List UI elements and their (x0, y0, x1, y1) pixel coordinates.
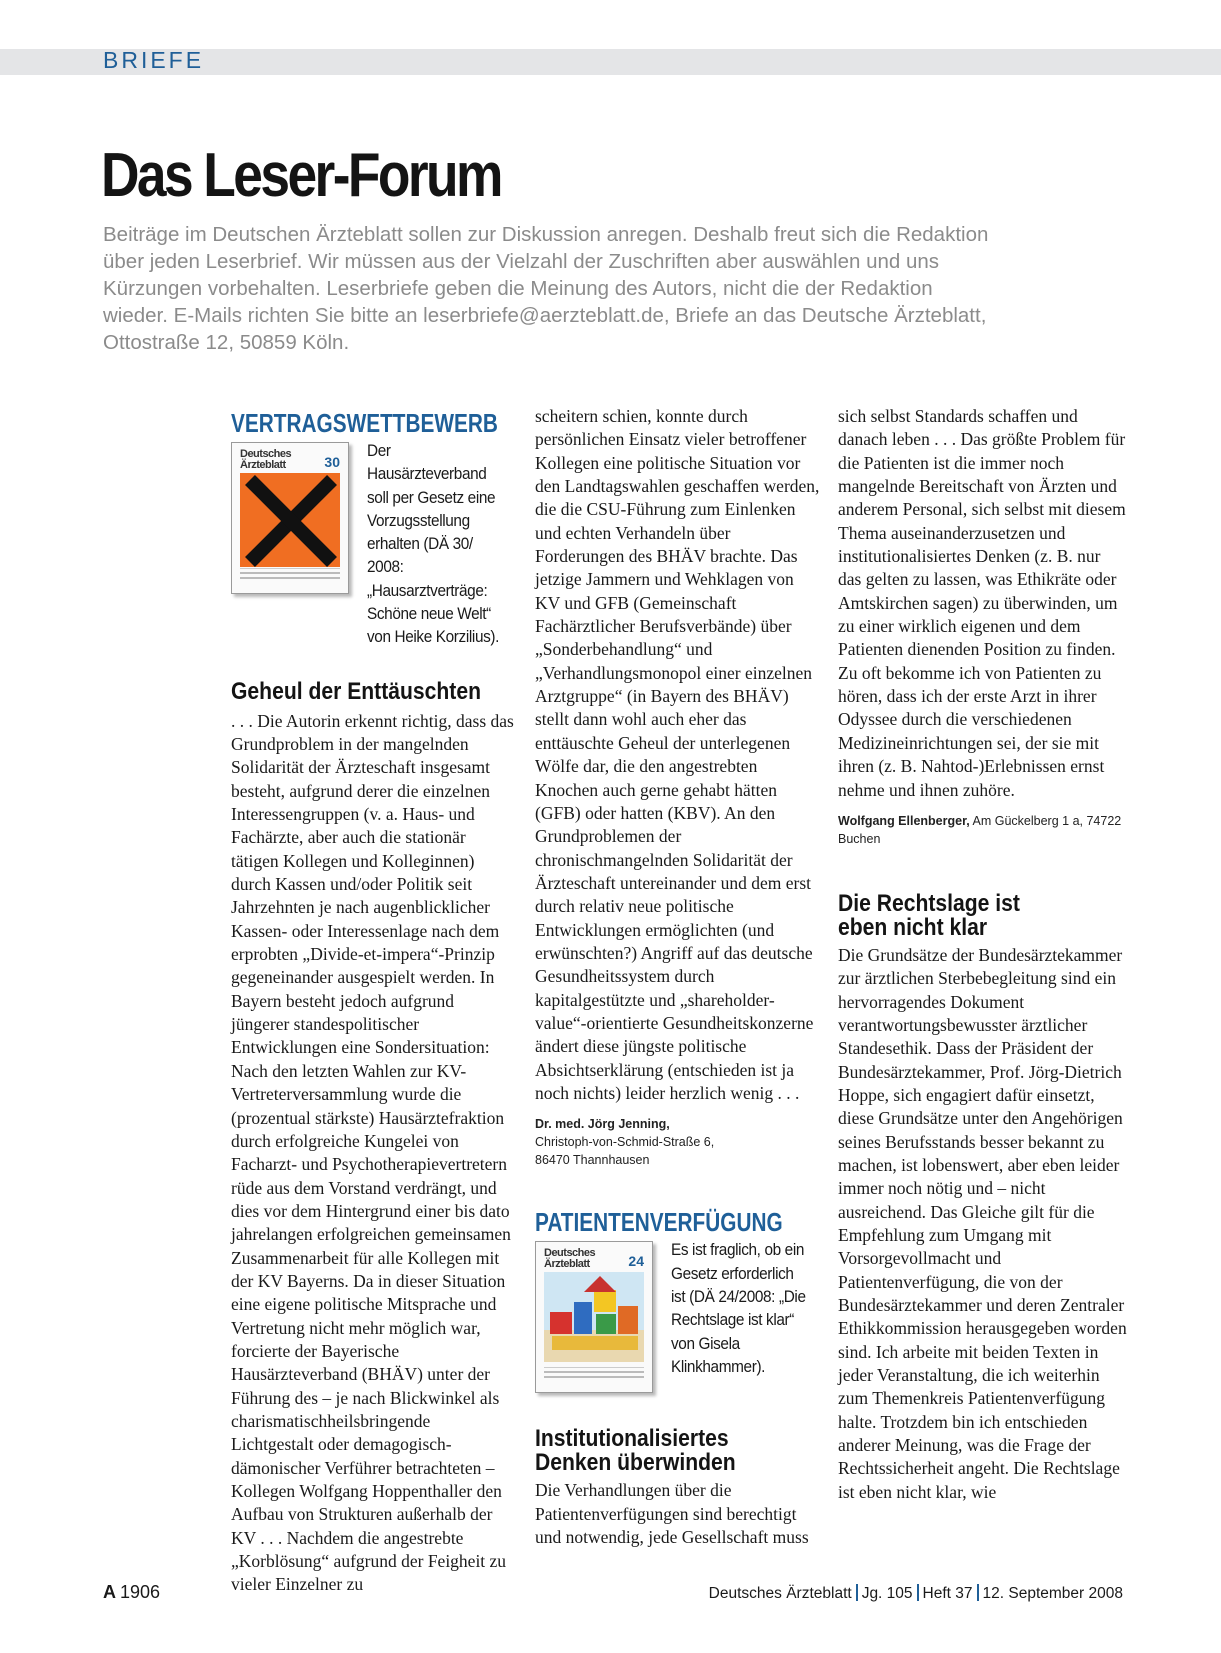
cover-issue: 30 (324, 454, 340, 470)
cover-x-image (240, 473, 340, 567)
page-title: Das Leser-Forum (101, 141, 501, 210)
column-2 (535, 405, 820, 1549)
journal-footer (709, 1584, 1123, 1603)
letter-headline-institutionalisiertes-2: Denken überwinden (535, 1449, 736, 1477)
letter-body-1: . . . Die Autorin erkennt richtig, dass das Grundproblem in der mangelnden Solidarität der Ärzteschaft insgesamt besteht, aufgrund derer die einzelnen Interessengruppen (v. a. Haus- und Fachärzte, aber auch die stationär tätigen Kollegen und Kolleginnen) durch Kassen und/oder Politik seit Jahrzehnten je nach augenblicklicher Kassen- oder Interessenlage nach dem erprobten „Divide-et-impera“-Prinzip gegeneinander ausgespielt werden. In Bayern besteht jedoch aufgrund jüngerer standespolitischer Entwicklungen eine Sondersituation: Nach den letzten Wahlen zur KV-Vertreterversammlung wurde die (prozentual stärkste) Hausärztefraktion durch erfolgreiche Kungelei von Facharzt- und Psychotherapievertretern rüde aus dem Vorstand verdrängt, und dies vor dem Hintergrund einer bis dato jahrelangen erfolgreichen gemeinsamen Zusammenarbeit für alle Kollegen mit der KV Bayerns. Da in dieser Situation eine eigene politische Mitsprache und Vertretung nicht mehr möglich war, forcierte der Bayerische Hausärzteverband (BHÄV) unter der Führung des – je nach Blickwinkel als charismatischheilsbringende Lichtgestalt oder demagogisch-dämonischer Verführer betrachteten – Kollegen Wolfgang Hoppenthaller den Aufbau von Strukturen außerhalb der KV . . . Nachdem die angestrebte „Korblösung“ aufgrund der Feigheit zu vieler Einzelner zu (231, 710, 514, 1595)
letter-body-2-cont: sich selbst Standards schaffen und danach leben . . . Das größte Problem für die Patienten ist die immer noch mangelnde Bereitschaft von Ärzten und anderem Personal, sich selbst mit diesem Thema auseinanderzusetzen und institutionalisiertes Denken (z. B. nur das gelten zu lassen, was Ethikräte oder Amtskirchen sagen) zu überwinden, um zu einer wirklich eigenen und dem Patienten dienenden Position zu finden. Zu oft bekomme ich von Patienten zu hören, dass ich der erste Arzt in ihrer Odyssee durch die verschiedenen Medizineinrichtungen sei, der sie mit ihren (z. B. Nahtod-)Erlebnissen ernst nehme und ihnen zuhöre. (838, 406, 1126, 800)
journal-issue: Heft 37 (922, 1585, 973, 1602)
author-ellenberger (838, 812, 1127, 848)
author-city: 86470 Thannhausen (535, 1153, 650, 1168)
cover-brand-2: Deutsches Ärzteblatt (544, 1247, 596, 1271)
journal-name: Deutsches Ärzteblatt (708, 1585, 852, 1602)
letter-headline-geheul: Geheul der Enttäuschten (231, 677, 481, 705)
letter-body-1-cont: scheitern schien, konnte durch persönlichen Einsatz vieler betroffener Kollegen eine politische Situation vor den Landtagswahlen geschaffen werden, die die CSU-Führung zum Einlenken und echten Verhandeln über Forderungen des BHÄV brachte. Das jetzige Jammern und Wehklagen von KV und GFB (Gemeinschaft Fachärztlicher Berufsverbände) über „Sonderbehandlung“ und „Verhandlungsmonopol einer einzelnen Arztgruppe“ (in Bayern des BHÄV) stellt dann wohl auch eher das enttäuschte Geheul der unterlegenen Wölfe dar, die den angestrebten Knochen auch gerne gehabt hätten (GFB) oder hatten (KBV). An den Grundproblemen der chronischmangelnden Solidarität der Ärzteschaft untereinander und dem erst durch relativ neue politische Entwicklungen ermöglichten (und erwünschten?) Angriff auf das deutsche Gesundheitssystem durch kapitalgestützte und „shareholder-value“-orientierte Gesundheitskonzerne ändert diese jüngste politische Absichtserklärung (entschieden ist ja noch nichts) leider herzlich wenig . . . (535, 406, 820, 1103)
topic-label-vertragswettbewerb: VERTRAGSWETTBEWERB (231, 408, 498, 438)
author-name: Dr. med. Jörg Jenning, (535, 1117, 670, 1132)
author-address-2: Am Gückelberg 1 a, 74722 Buchen (838, 813, 1122, 846)
cover-blocks-image (544, 1272, 644, 1362)
letter-body-3: Die Grundsätze der Bundesärztekammer zur ärztlichen Sterbebegleitung sind ein hervorragendes Dokument verantwortungsbewusster ärztlicher Standesethik. Dass der Präsident der Bundesärztekammer, Prof. Jörg-Dietrich Hoppe, sich engagiert dafür einsetzt, diese Grundsätze unter den Angehörigen seines Berufsstands besser bekannt zu machen, ist lobenswert, aber eben leider immer noch nötig und – nicht ausreichend. Das Gleiche gilt für die Empfehlung zum Umgang mit Vorsorgevollmacht und Patientenverfügung, die von der Bundesärztekammer und deren Zentraler Ethikkommission herausgegeben worden sind. Ich arbeite mit beiden Texten in jeder Veranstaltung, die ich weiterhin zum Themenkreis Patientenverfügung halte. Trotzdem bin ich entschieden anderer Meinung, was die Frage der Rechtssicherheit angeht. Die Rechtslage ist eben nicht klar, wie (838, 944, 1127, 1502)
letter-body-2: Die Verhandlungen über die Patientenverfügungen sind berechtigt und notwendig, jede Gesellschaft muss (535, 1480, 809, 1547)
reference-text-2: Es ist fraglich, ob ein Gesetz erforderlich ist (DÄ 24/2008: „Die Rechtslage ist klar“ von Gisela Klinkhammer). (671, 1241, 806, 1376)
letter-headline-rechtslage-1: Die Rechtslage ist (838, 889, 1020, 917)
reference-block-2 (535, 1239, 820, 1393)
topic-label-patientenverfuegung: PATIENTENVERFÜGUNG (535, 1207, 783, 1238)
cover-footer-lines-2 (544, 1367, 644, 1380)
intro-text: Beiträge im Deutschen Ärzteblatt sollen zur Diskussion anregen. Deshalb freut sich die Redaktion über jeden Leserbrief. Wir müssen aus der Vielzahl der Zuschriften aber auswählen und uns Kürzungen vorbehalten. Leserbriefe geben die Meinung des Autors, nicht die der Redaktion wieder. E-Mails richten Sie bitte an leserbriefe@aerzteblatt.de, Briefe an das Deutsche Ärzteblatt, Ottostraße 12, 50859 Köln. (103, 223, 989, 354)
magazine-cover-24 (535, 1241, 653, 1393)
page-number-value: 1906 (120, 1582, 161, 1602)
magazine-cover-30 (231, 442, 349, 594)
author-name-2: Wolfgang Ellenberger, (838, 813, 970, 828)
reference-block-1 (231, 440, 516, 650)
section-label: BRIEFE (103, 47, 205, 73)
cover-brand: Deutsches Ärzteblatt (240, 448, 292, 471)
cover-issue-2: 24 (628, 1253, 644, 1270)
page-number (103, 1582, 160, 1603)
page-prefix: A (103, 1582, 116, 1602)
author-jenning (535, 1115, 820, 1169)
column-1 (231, 408, 516, 1597)
column-3 (838, 405, 1127, 1504)
author-street: Christoph-von-Schmid-Straße 6, (535, 1135, 715, 1150)
reference-text-1: Der Hausärzteverband soll per Gesetz eine Vorzugsstellung erhalten (DÄ 30/ 2008: „Hausarztverträge: Schöne neue Welt“ von Heike Korzilius). (367, 442, 500, 647)
journal-volume: Jg. 105 (861, 1585, 913, 1602)
letter-headline-rechtslage-2: eben nicht klar (838, 913, 988, 941)
letter-headline-institutionalisiertes-1: Institutionalisiertes (535, 1425, 729, 1453)
journal-date: 12. September 2008 (982, 1585, 1123, 1602)
cover-footer-lines (240, 568, 340, 581)
